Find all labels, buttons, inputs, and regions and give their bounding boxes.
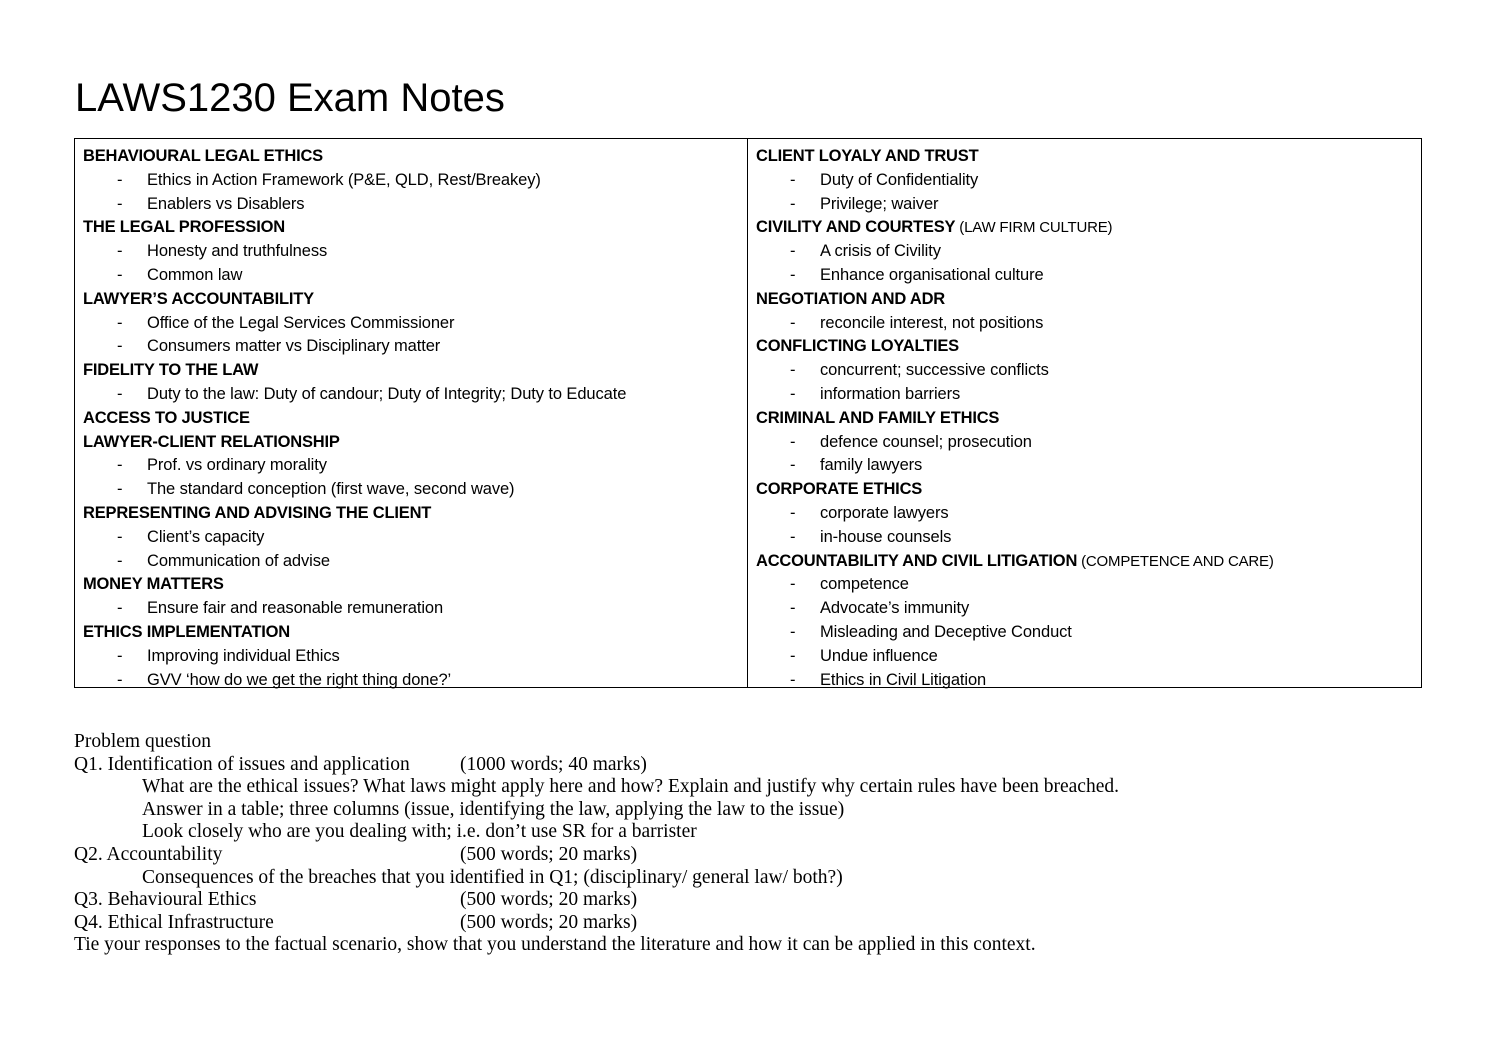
outline-bullet-text: Communication of advise bbox=[147, 551, 330, 570]
outline-section-heading-main: ETHICS IMPLEMENTATION bbox=[83, 622, 290, 641]
outline-section-heading bbox=[83, 431, 739, 455]
question-note: Answer in a table; three columns (issue, identifying the law, applying the law to the issue) bbox=[142, 798, 845, 820]
question-label: Q1. Identification of issues and application bbox=[74, 753, 410, 775]
bullet-dash-icon: - bbox=[790, 194, 796, 213]
bullet-dash-icon: - bbox=[117, 646, 123, 665]
question-label: Q4. Ethical Infrastructure bbox=[74, 911, 274, 933]
outline-bullet-text: Ethics in Action Framework (P&E, QLD, Rest/Breakey) bbox=[147, 170, 541, 189]
bullet-dash-icon: - bbox=[790, 384, 796, 403]
bullet-dash-icon: - bbox=[790, 313, 796, 332]
outline-section-heading-main: REPRESENTING AND ADVISING THE CLIENT bbox=[83, 503, 432, 522]
question-marks: (500 words; 20 marks) bbox=[460, 843, 638, 865]
question-marks: (500 words; 20 marks) bbox=[460, 889, 638, 911]
outline-section-heading bbox=[756, 216, 1413, 240]
bullet-dash-icon: - bbox=[790, 527, 796, 546]
outline-bullet-item bbox=[756, 169, 1413, 193]
outline-bullet-text: Misleading and Deceptive Conduct bbox=[820, 622, 1072, 641]
bullet-dash-icon: - bbox=[790, 575, 796, 594]
outline-bullet-text: Common law bbox=[147, 265, 243, 284]
bullet-dash-icon: - bbox=[790, 361, 796, 380]
outline-section-heading-main: THE LEGAL PROFESSION bbox=[83, 218, 285, 237]
outline-bullet-text: Ethics in Civil Litigation bbox=[820, 670, 987, 689]
outline-section-heading bbox=[83, 288, 739, 312]
outline-section-heading bbox=[756, 550, 1413, 574]
outline-section-heading bbox=[83, 145, 739, 169]
outline-bullet-item bbox=[756, 383, 1413, 407]
outline-bullet-text: Consumers matter vs Disciplinary matter bbox=[147, 337, 441, 356]
outline-bullet-item bbox=[83, 597, 739, 621]
outline-section-heading-main: ACCESS TO JUSTICE bbox=[83, 408, 250, 427]
outline-section-heading-main: CONFLICTING LOYALTIES bbox=[756, 337, 959, 356]
bullet-dash-icon: - bbox=[790, 265, 796, 284]
outline-bullet-text: Office of the Legal Services Commissioner bbox=[147, 313, 455, 332]
outline-bullet-item bbox=[83, 526, 739, 550]
bullet-dash-icon: - bbox=[790, 456, 796, 475]
outline-section-heading-main: MONEY MATTERS bbox=[83, 575, 224, 594]
outline-section-heading-suffix: (LAW FIRM CULTURE) bbox=[955, 219, 1113, 237]
outline-bullet-text: Improving individual Ethics bbox=[147, 646, 340, 665]
outline-bullet-text: defence counsel; prosecution bbox=[820, 432, 1032, 451]
outline-bullet-item bbox=[83, 669, 739, 693]
outline-section-heading bbox=[83, 573, 739, 597]
outline-bullet-item bbox=[83, 383, 739, 407]
bullet-dash-icon: - bbox=[117, 551, 123, 570]
outline-right-column bbox=[748, 139, 1421, 687]
outline-bullet-text: Advocate’s immunity bbox=[820, 599, 970, 618]
outline-section-heading bbox=[756, 407, 1413, 431]
outline-section-heading-main: FIDELITY TO THE LAW bbox=[83, 361, 259, 380]
outline-section-heading bbox=[83, 502, 739, 526]
outline-bullet-item bbox=[756, 597, 1413, 621]
bullet-dash-icon: - bbox=[117, 384, 123, 403]
outline-bullet-text: corporate lawyers bbox=[820, 503, 949, 522]
bullet-dash-icon: - bbox=[790, 622, 796, 641]
outline-bullet-item bbox=[756, 621, 1413, 645]
outline-bullet-text: GVV ‘how do we get the right thing done?’ bbox=[147, 670, 452, 689]
bullet-dash-icon: - bbox=[790, 599, 796, 618]
outline-section-heading bbox=[756, 335, 1413, 359]
outline-section-heading-main: CORPORATE ETHICS bbox=[756, 480, 923, 499]
outline-bullet-text: Privilege; waiver bbox=[820, 194, 939, 213]
outline-bullet-text: Enhance organisational culture bbox=[820, 265, 1044, 284]
bullet-dash-icon: - bbox=[117, 170, 123, 189]
outline-section-heading bbox=[756, 478, 1413, 502]
outline-bullet-item bbox=[83, 312, 739, 336]
question-marks: (500 words; 20 marks) bbox=[460, 911, 638, 933]
bullet-dash-icon: - bbox=[790, 670, 796, 689]
topics-outline-table bbox=[74, 138, 1422, 688]
outline-section-heading-main: BEHAVIOURAL LEGAL ETHICS bbox=[83, 147, 323, 165]
outline-bullet-text: Prof. vs ordinary morality bbox=[147, 456, 327, 475]
bullet-dash-icon: - bbox=[117, 313, 123, 332]
bullet-dash-icon: - bbox=[117, 527, 123, 546]
bullet-dash-icon: - bbox=[117, 599, 123, 618]
bullet-dash-icon: - bbox=[117, 480, 123, 499]
bullet-dash-icon: - bbox=[790, 646, 796, 665]
outline-bullet-item bbox=[83, 454, 739, 478]
bullet-dash-icon: - bbox=[790, 242, 796, 261]
question-row bbox=[74, 889, 1414, 912]
outline-section-heading-main: CIVILITY AND COURTESY bbox=[756, 218, 956, 237]
outline-section-heading-main: ACCOUNTABILITY AND CIVIL LITIGATION bbox=[756, 551, 1078, 570]
outline-section-heading-main: LAWYER-CLIENT RELATIONSHIP bbox=[83, 432, 340, 451]
outline-bullet-item bbox=[756, 526, 1413, 550]
outline-bullet-text: A crisis of Civility bbox=[820, 242, 941, 261]
question-row bbox=[74, 844, 1414, 867]
outline-bullet-item bbox=[756, 312, 1413, 336]
outline-bullet-item bbox=[83, 478, 739, 502]
outline-bullet-item bbox=[756, 240, 1413, 264]
bullet-dash-icon: - bbox=[117, 456, 123, 475]
bullet-dash-icon: - bbox=[117, 265, 123, 284]
outline-bullet-item bbox=[83, 193, 739, 217]
bullet-dash-icon: - bbox=[790, 503, 796, 522]
outline-bullet-text: Duty of Confidentiality bbox=[820, 170, 979, 189]
outline-bullet-item bbox=[83, 264, 739, 288]
problem-question-section bbox=[74, 731, 1414, 957]
outline-left-column bbox=[75, 139, 748, 687]
bullet-dash-icon: - bbox=[790, 170, 796, 189]
outline-bullet-text: competence bbox=[820, 575, 909, 594]
outline-bullet-item bbox=[756, 359, 1413, 383]
outline-bullet-text: Duty to the law: Duty of candour; Duty of Integrity; Duty to Educate bbox=[147, 384, 627, 403]
outline-section-heading bbox=[83, 359, 739, 383]
outline-section-heading-suffix: (COMPETENCE AND CARE) bbox=[1077, 552, 1274, 570]
question-note: Consequences of the breaches that you identified in Q1; (disciplinary/ general law/ both?) bbox=[142, 866, 843, 888]
outline-bullet-text: Ensure fair and reasonable remuneration bbox=[147, 599, 444, 618]
outline-bullet-text: information barriers bbox=[820, 384, 961, 403]
outline-bullet-item bbox=[756, 502, 1413, 526]
bullet-dash-icon: - bbox=[117, 670, 123, 689]
outline-section-heading-main: NEGOTIATION AND ADR bbox=[756, 289, 945, 308]
question-note: Look closely who are you dealing with; i.e. don’t use SR for a barrister bbox=[142, 821, 697, 843]
page-title: LAWS1230 Exam Notes bbox=[75, 76, 505, 120]
outline-bullet-item bbox=[756, 573, 1413, 597]
outline-bullet-item bbox=[756, 264, 1413, 288]
bullet-dash-icon: - bbox=[117, 242, 123, 261]
outline-bullet-item bbox=[83, 335, 739, 359]
outline-section-heading-main: CLIENT LOYALY AND TRUST bbox=[756, 147, 979, 165]
outline-section-heading bbox=[83, 216, 739, 240]
outline-section-heading bbox=[83, 621, 739, 645]
outline-bullet-item bbox=[83, 169, 739, 193]
question-list bbox=[74, 754, 1414, 935]
outline-section-heading-main: LAWYER’S ACCOUNTABILITY bbox=[83, 289, 314, 308]
outline-bullet-item bbox=[756, 669, 1413, 693]
bullet-dash-icon: - bbox=[117, 194, 123, 213]
outline-bullet-item bbox=[83, 240, 739, 264]
outline-bullet-text: concurrent; successive conflicts bbox=[820, 361, 1049, 380]
question-row bbox=[74, 912, 1414, 935]
outline-bullet-item bbox=[756, 645, 1413, 669]
question-note: What are the ethical issues? What laws might apply here and how? Explain and justify why certain rules have been breached. bbox=[142, 776, 1119, 798]
outline-bullet-text: Enablers vs Disablers bbox=[147, 194, 305, 213]
outline-bullet-text: in-house counsels bbox=[820, 527, 952, 546]
bullet-dash-icon: - bbox=[117, 337, 123, 356]
problem-section-title: Problem question bbox=[74, 731, 212, 752]
outline-bullet-item bbox=[756, 454, 1413, 478]
outline-section-heading bbox=[756, 288, 1413, 312]
outline-bullet-item bbox=[756, 431, 1413, 455]
outline-bullet-text: The standard conception (first wave, second wave) bbox=[147, 480, 515, 499]
question-label: Q2. Accountability bbox=[74, 843, 223, 865]
outline-bullet-item bbox=[83, 550, 739, 574]
outline-bullet-text: Client’s capacity bbox=[147, 527, 265, 546]
question-row bbox=[74, 754, 1414, 777]
outline-section-heading bbox=[756, 145, 1413, 169]
outline-bullet-text: Honesty and truthfulness bbox=[147, 242, 328, 261]
question-marks: (1000 words; 40 marks) bbox=[460, 753, 647, 775]
outline-bullet-text: Undue influence bbox=[820, 646, 938, 665]
outline-section-heading-main: CRIMINAL AND FAMILY ETHICS bbox=[756, 408, 1000, 427]
outline-bullet-text: reconcile interest, not positions bbox=[820, 313, 1044, 332]
outline-bullet-item bbox=[756, 193, 1413, 217]
outline-section-heading bbox=[83, 407, 739, 431]
outline-bullet-item bbox=[83, 645, 739, 669]
problem-closing-note: Tie your responses to the factual scenario, show that you understand the literature and how it can be applied in this context. bbox=[74, 934, 1036, 956]
outline-bullet-text: family lawyers bbox=[820, 456, 923, 475]
bullet-dash-icon: - bbox=[790, 432, 796, 451]
question-label: Q3. Behavioural Ethics bbox=[74, 889, 257, 911]
